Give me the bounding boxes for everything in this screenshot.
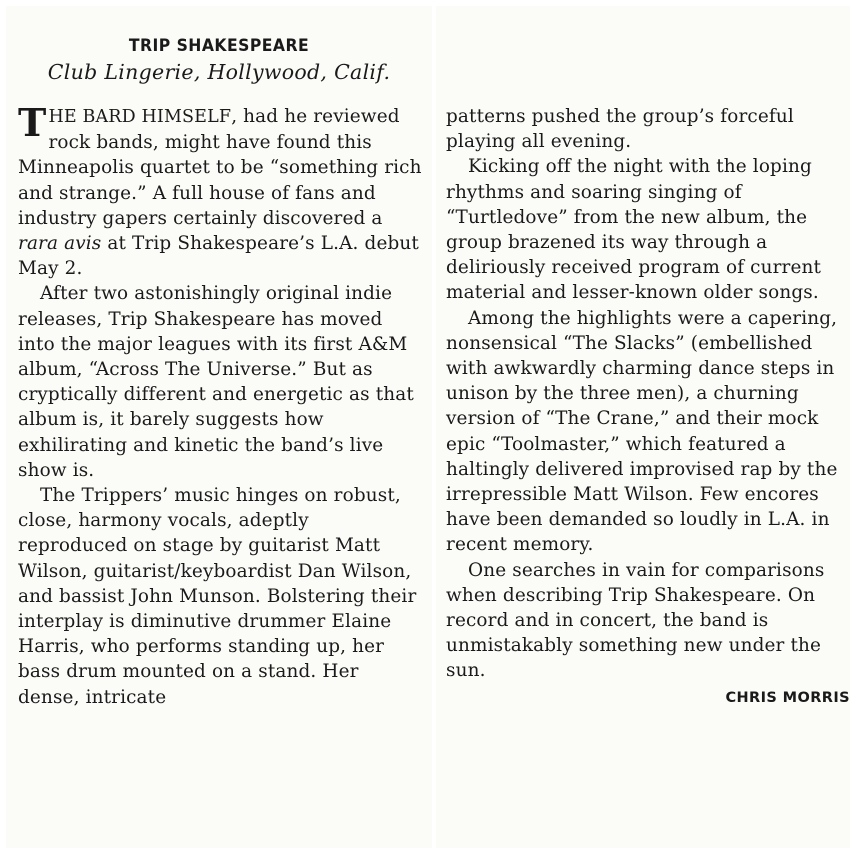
byline: CHRIS MORRIS (725, 689, 850, 706)
right-column (446, 104, 850, 711)
paragraph-1-end: at Trip Shakespeare’s L.A. debut May 2. (18, 233, 419, 280)
paragraph-1-italic: rara avis (18, 233, 102, 255)
left-column (18, 100, 422, 710)
paragraph-1 (18, 100, 422, 281)
paragraph-5: Among the highlights were a capering, nonsensical “The Slacks” (embellished with awkwardly charming dance steps in unison by the three men), a churning version of “The Crane,” and their mock epic “Toolmaster,” which featured a haltingly delivered improvised rap by the irrepressible Matt Wilson. Few encores have been demanded so loudly in L.A. in recent memory. (446, 307, 838, 556)
paragraph-2: After two astonishingly original indie releases, Trip Shakespeare has moved into the major leagues with its first A&M album, “Across The Universe.” But as cryptically different and energetic as that album is, it barely suggests how exhilirating and kinetic the band’s live show is. (18, 283, 414, 481)
lead-in: HE BARD HIMSELF (48, 107, 232, 127)
headline: TRIP SHAKESPEARE (128, 36, 310, 56)
paragraph-3-continued: patterns pushed the group’s forceful playing all evening. (446, 106, 794, 153)
paragraph-4: Kicking off the night with the loping rhythms and soaring singing of “Turtledove” from the new album, the group brazened its way through a deliriously received program of current material and lesser-known older songs. (446, 156, 822, 304)
paragraph-6: One searches in vain for comparisons when describing Trip Shakespeare. On record and in concert, the band is unmistakably something new under the sun. (446, 559, 825, 682)
paragraph-3: The Trippers’ music hinges on robust, close, harmony vocals, adeptly reproduced on stage by guitarist Matt Wilson, guitarist/keyboardist Dan Wilson, and bassist John Munson. Bolstering their interplay is diminutive drummer Elaine Harris, who performs standing up, her bass drum mounted on a stand. Her dense, intricate (18, 485, 417, 708)
drop-cap: T (18, 100, 47, 145)
paragraph-1-text: , had he reviewed rock bands, might have found this Minneapolis quartet to be “something rich and strange.” A full house of fans and industry gapers certainly discovered a (18, 106, 422, 229)
venue-subtitle: Club Lingerie, Hollywood, Calif. (47, 60, 391, 84)
column-divider (432, 0, 436, 854)
